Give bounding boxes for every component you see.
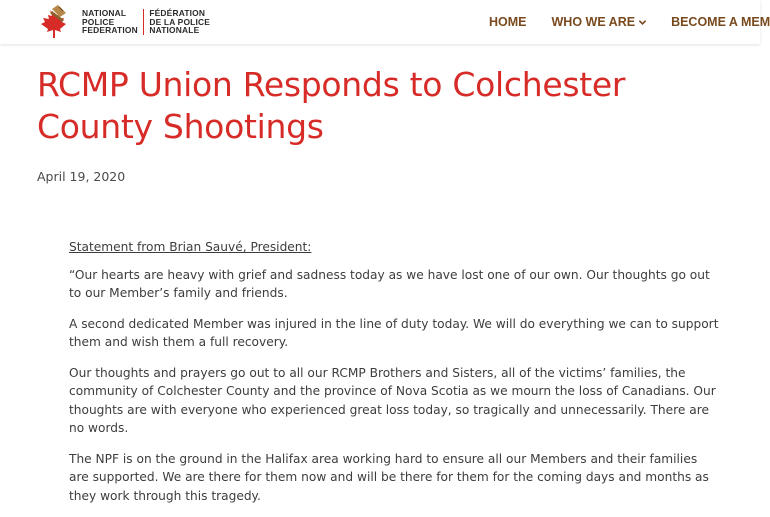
article-date: April 19, 2020 xyxy=(37,169,126,184)
article-paragraph: A second dedicated Member was injured in the line of duty today. We will do everything we can to support them and wish them a full recovery. xyxy=(69,316,719,349)
maple-leaf-with-hat-icon xyxy=(36,2,76,42)
article-paragraph: “Our hearts are heavy with grief and sadness today as we have lost one of our own. Our thoughts go out to our Member’s family and friends. xyxy=(69,267,710,300)
article-body xyxy=(69,238,719,517)
logo-en-line: POLICE xyxy=(82,16,115,27)
logo-en-line: FEDERATION xyxy=(82,25,138,36)
npf-logo[interactable] xyxy=(36,2,226,42)
nav-home[interactable]: HOME xyxy=(489,15,527,29)
logo-fr-line: DE LA POLICE xyxy=(149,16,211,27)
nav-who-we-are[interactable] xyxy=(552,15,648,29)
nav-become-a-member[interactable]: BECOME A MEM xyxy=(671,15,770,29)
logo-divider xyxy=(143,9,145,35)
logo-fr-line: NATIONALE xyxy=(149,25,200,36)
article-paragraph: The NPF is on the ground in the Halifax area working hard to ensure all our Members and their families are supported. We are there for them now and will be there for them for the coming days and months as they work through this tragedy. xyxy=(69,451,709,503)
logo-fr-line: FÉDÉRATION xyxy=(149,8,206,19)
nav-who-we-are-label: WHO WE ARE xyxy=(551,15,636,29)
article-paragraph: Our thoughts and prayers go out to all our RCMP Brothers and Sisters, all of the victims’ families, the community of Colchester County and the province of Nova Scotia as we mourn the loss of Canadians. Our thoughts are with everyone who experienced great loss today, so tragically and unnecessarily. There are no words. xyxy=(69,365,716,435)
logo-text-english xyxy=(82,9,138,35)
logo-text-french xyxy=(149,9,210,35)
main-nav xyxy=(489,0,770,44)
logo-en-line: NATIONAL xyxy=(82,8,127,19)
site-header xyxy=(0,0,770,44)
statement-heading: Statement from Brian Sauvé, President: xyxy=(69,240,312,254)
article-title: RCMP Union Responds to Colchester County Shootings xyxy=(37,65,626,146)
chevron-down-icon xyxy=(638,18,647,27)
